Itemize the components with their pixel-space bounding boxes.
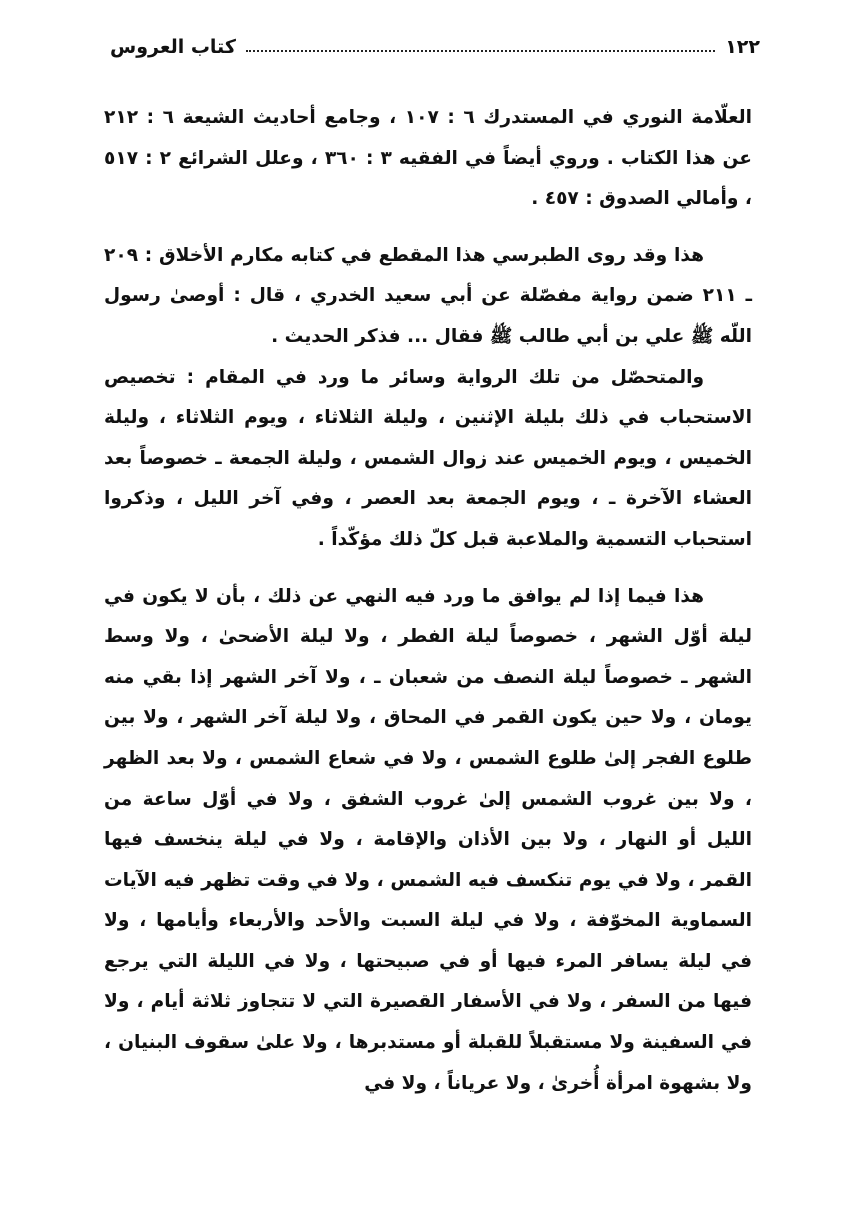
book-title: كتاب العروس — [110, 36, 236, 58]
paragraph-1: العلّامة النوري في المستدرك ٦ : ١٠٧ ، وجامع أحاديث الشيعة ٦ : ٢١٢ عن هذا الكتاب . وروي أيضاً في الفقيه ٣ : ٣٦٠ ، وعلل الشرائع ٢ : ٥١٧ ، وأمالي الصدوق : ٤٥٧ . — [104, 107, 752, 210]
paragraph-2: هذا وقد روى الطبرسي هذا المقطع في كتابه مكارم الأخلاق : ٢٠٩ ـ ٢١١ ضمن رواية مفصّلة عن أبي سعيد الخدري ، قال : أوصىٰ رسول اللّه ﷺ علي بن أبي طالب ﷺ فقال ... فذكر الحديث . — [104, 244, 752, 347]
paragraph-3: والمتحصّل من تلك الرواية وسائر ما ورد في المقام : تخصيص الاستحباب في ذلك بليلة الإثنين ، وليلة الثلاثاء ، ويوم الثلاثاء ، وليلة الخميس ، ويوم الخميس عند زوال الشمس ، وليلة الجمعة ـ خصوصاً بعد العشاء الآخرة ـ ، ويوم الجمعة بعد العصر ، وفي آخر الليل ، وذكروا استحباب التسمية والملاعبة قبل كلّ ذلك مؤكّداً . — [104, 366, 752, 550]
paragraph-4: هذا فيما إذا لم يوافق ما ورد فيه النهي عن ذلك ، بأن لا يكون في ليلة أوّل الشهر ، خصوصاً ليلة الفطر ، ولا ليلة الأضحىٰ ، ولا وسط الشهر ـ خصوصاً ليلة النصف من شعبان ـ ، ولا آخر الشهر إذا بقي منه يومان ، ولا حين يكون القمر في المحاق ، ولا ليلة آخر الشهر ، ولا بين طلوع الفجر إلىٰ طلوع الشمس ، ولا في شعاع الشمس ، ولا بعد الظهر ، ولا بين غروب الشمس إلىٰ غروب الشفق ، ولا في أوّل ساعة من الليل أو النهار ، ولا بين الأذان والإقامة ، ولا في ليلة ينخسف فيها القمر ، ولا في يوم تنكسف فيه الشمس ، ولا في وقت تظهر فيه الآيات السماوية المخوّفة ، ولا في ليلة السبت والأحد والأربعاء وأيامها ، ولا في ليلة يسافر المرء فيها أو في صبيحتها ، ولا في الليلة التي يرجع فيها من السفر ، ولا في الأسفار القصيرة التي لا تتجاوز ثلاثة أيام ، ولا في السفينة ولا مستقبلاً للقبلة أو مستدبرها ، ولا علىٰ سقوف البنيان ، ولا بشهوة امرأة أُخرىٰ ، ولا عرياناً ، ولا في — [104, 585, 752, 1094]
page-body — [104, 98, 752, 1104]
running-head — [110, 30, 760, 64]
page-number: ١٢٢ — [725, 36, 760, 58]
dotted-leader — [246, 50, 715, 52]
